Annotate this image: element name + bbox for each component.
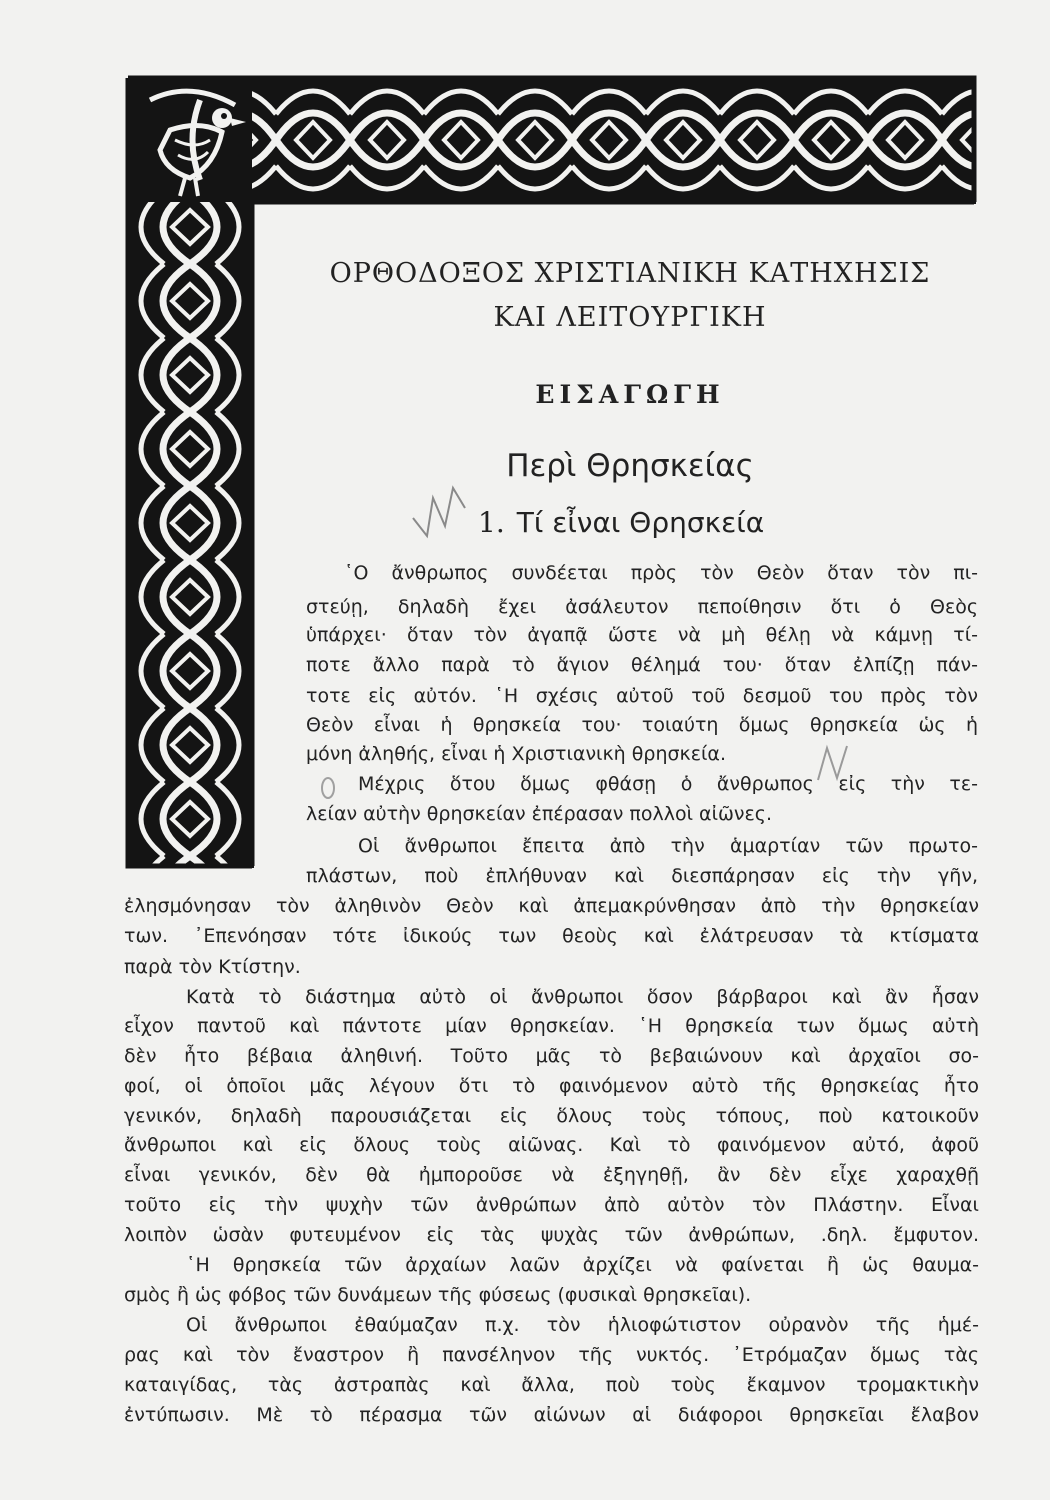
text-line: Θεὸν εἶναι ἡ θρησκεία του· τοιαύτη ὅμως θρησκεία ὡς ἡ [306, 714, 978, 736]
text-line: τοτε εἰς αὐτόν. ῾Η σχέσις αὐτοῦ τοῦ δεσμοῦ του πρὸς τὸν [306, 685, 978, 707]
text-line: μόνη ἀληθής, εἶναι ἡ Χριστιανικὴ θρησκεία. [306, 743, 726, 765]
text-line: καταιγίδας, τὰς ἀστραπὰς καὶ ἄλλα, ποὺ τοὺς ἔκαμνον τρομακτικὴν [124, 1374, 979, 1396]
text-line: ῾Ο ἄνθρωπος συνδέεται πρὸς τὸν Θεὸν ὅταν τὸν πι- [344, 562, 978, 584]
text-line: ἐντύπωσιν. Μὲ τὸ πέρασμα τῶν αἰώνων αἱ διάφοροι θρησκεῖαι ἔλαβον [124, 1404, 979, 1426]
text-line: ὑπάρχει· ὅταν τὸν ἀγαπᾷ ὥστε νὰ μὴ θέλῃ νὰ κάμνῃ τί- [306, 624, 978, 646]
text-line: Οἱ ἄνθρωποι ἔπειτα ἀπὸ τὴν ἁμαρτίαν τῶν πρωτο- [358, 835, 978, 857]
text-line: ἄνθρωποι καὶ εἰς ὅλους τοὺς αἰῶνας. Καὶ τὸ φαινόμενον αὐτό, ἀφοῦ [124, 1134, 979, 1156]
pencil-mark-circle [318, 774, 338, 804]
text-line: εἶχον παντοῦ καὶ πάντοτε μίαν θρησκείαν. ῾Η θρησκεία των ὅμως αὐτὴ [124, 1015, 979, 1037]
text-line: Κατὰ τὸ διάστημα αὐτὸ οἱ ἄνθρωποι ὅσον βάρβαροι καὶ ἂν ἦσαν [186, 986, 979, 1008]
introduction-heading: ΕΙΣΑΓΩΓΗ [535, 380, 725, 409]
section-title: Τί εἶναι Θρησκεία [516, 506, 765, 539]
pencil-mark-scribble [405, 478, 475, 543]
text-line: ἐλησμόνησαν τὸν ἀληθινὸν Θεὸν καὶ ἀπεμακρύνθησαν ἀπὸ τὴν θρησκείαν [124, 895, 979, 917]
text-line: ῾Η θρησκεία τῶν ἀρχαίων λαῶν ἀρχίζει νὰ φαίνεται ἢ ὡς θαυμα- [186, 1254, 979, 1276]
text-line: ρας καὶ τὸν ἔναστρον ἢ πανσέληνον τῆς νυκτός. ᾿Ετρόμαζαν ὅμως τὰς [124, 1344, 979, 1366]
text-line: Μέχρις ὅτου ὅμως φθάσῃ ὁ ἄνθρωπος εἰς τὴν τε- [358, 773, 978, 795]
text-line: εἶναι γενικόν, δὲν θὰ ἠμποροῦσε νὰ ἐξηγηθῇ, ἂν δὲν εἶχε χαραχθῇ [124, 1164, 979, 1186]
text-line: σμὸς ἢ ὡς φόβος τῶν δυνάμεων τῆς φύσεως (φυσικαὶ θρησκεῖαι). [124, 1284, 752, 1306]
text-line: δὲν ἦτο βέβαια ἀληθινή. Τοῦτο μᾶς τὸ βεβαιώνουν καὶ ἀρχαῖοι σο- [124, 1045, 979, 1067]
text-line: τοῦτο εἰς τὴν ψυχὴν τῶν ἀνθρώπων ἀπὸ αὐτὸν τὸν Πλάστην. Εἶναι [124, 1194, 979, 1216]
text-line: φοί, οἱ ὁποῖοι μᾶς λέγουν ὅτι τὸ φαινόμενον αὐτὸ τῆς θρησκείας ἦτο [124, 1075, 979, 1097]
document-title: ΟΡΘΟΔΟΞΟΣ ΧΡΙΣΤΙΑΝΙΚΗ ΚΑΤΗΧΗΣΙΣ [329, 258, 931, 289]
section-heading [478, 506, 764, 539]
text-line: των. ᾿Επενόησαν τότε ἰδικούς των θεοὺς καὶ ἐλάτρευσαν τὰ κτίσματα [124, 925, 979, 947]
document-title-line2: ΚΑΙ ΛΕΙΤΟΥΡΓΙΚΗ [493, 302, 767, 333]
text-line: λοιπὸν ὡσὰν φυτευμένον εἰς τὰς ψυχὰς τῶν ἀνθρώπων, .δηλ. ἔμφυτον. [124, 1224, 979, 1246]
text-line: λείαν αὐτὴν θρησκείαν ἐπέρασαν πολλοὶ αἰῶνες. [306, 803, 772, 825]
text-line: παρὰ τὸν Κτίστην. [124, 956, 301, 978]
text-line: πλάστων, ποὺ ἐπλήθυναν καὶ διεσπάρησαν εἰς τὴν γῆν, [306, 865, 978, 887]
chapter-subtitle: Περὶ Θρησκείας [506, 448, 754, 484]
text-line: Οἱ ἄνθρωποι ἐθαύμαζαν π.χ. τὸν ἡλιοφώτιστον οὐρανὸν τῆς ἡμέ- [186, 1314, 979, 1336]
text-line: ποτε ἄλλο παρὰ τὸ ἅγιον θέλημά του· ὅταν ἐλπίζῃ πάν- [306, 654, 978, 676]
section-number: 1. [478, 506, 505, 539]
text-line: γενικόν, δηλαδὴ παρουσιάζεται εἰς ὅλους τοὺς τόπους, ποὺ κατοικοῦν [124, 1105, 979, 1127]
text-line: στεύῃ, δηλαδὴ ἔχει ἀσάλευτον πεποίθησιν ὅτι ὁ Θεὸς [306, 596, 978, 618]
